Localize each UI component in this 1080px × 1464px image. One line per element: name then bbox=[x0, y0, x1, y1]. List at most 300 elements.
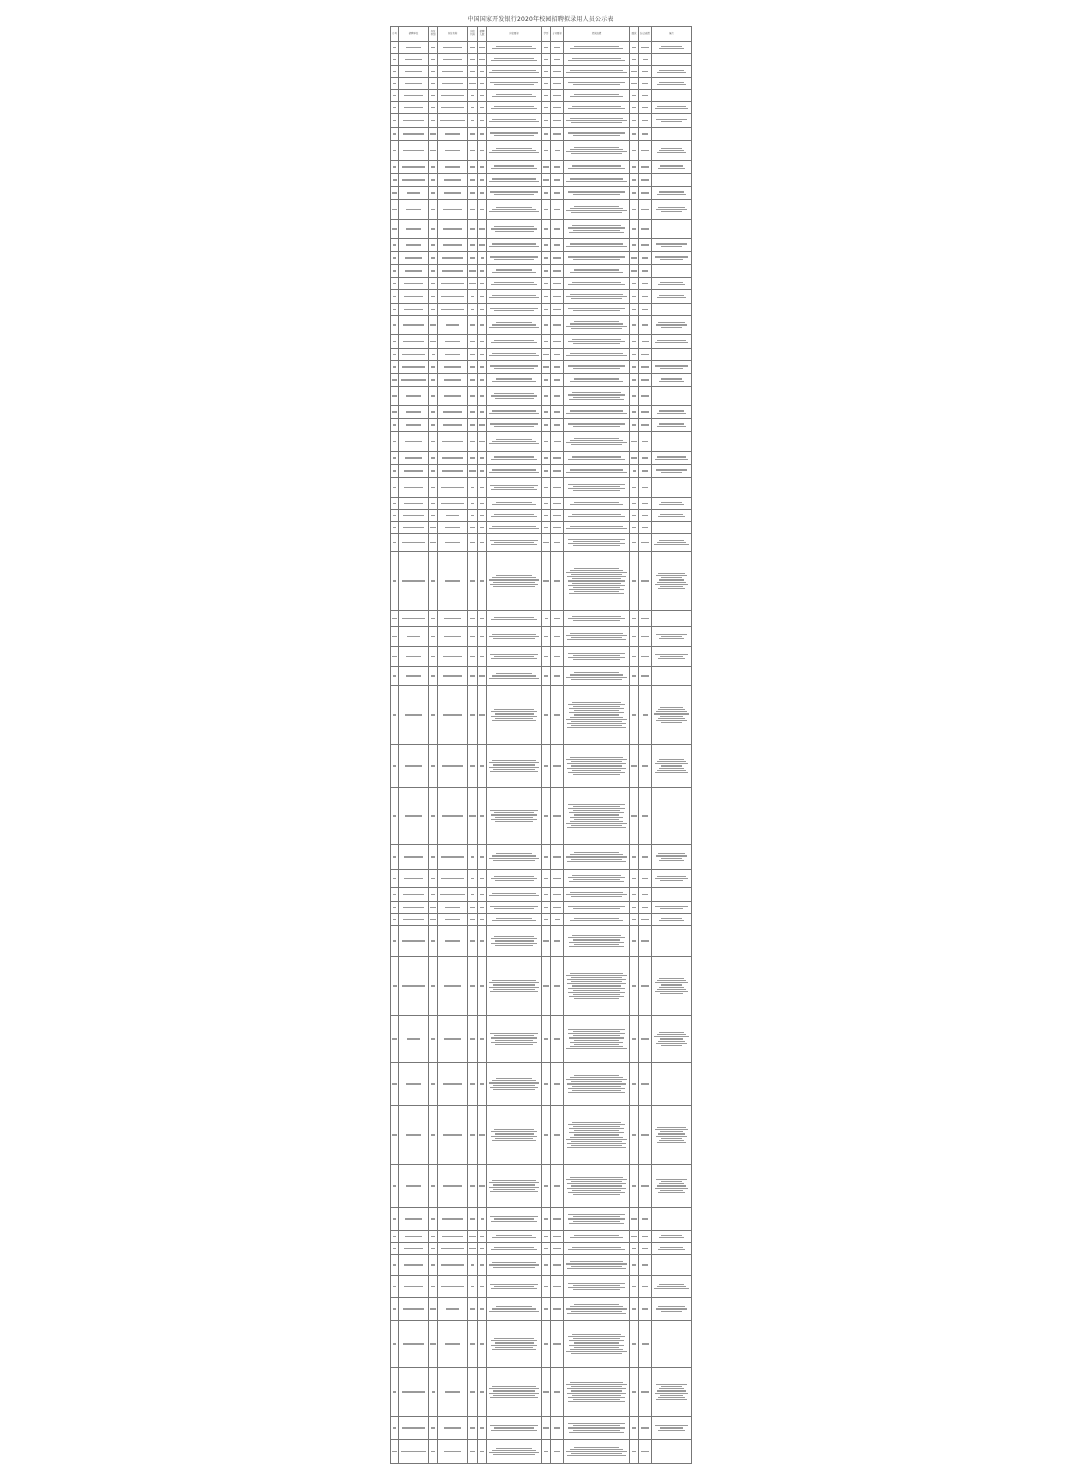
text-stroke bbox=[570, 149, 622, 150]
text-stroke bbox=[494, 908, 534, 909]
table-cell bbox=[564, 914, 630, 926]
text-stroke bbox=[572, 1086, 622, 1087]
table-cell bbox=[639, 1208, 652, 1231]
text-stroke bbox=[480, 487, 483, 488]
table-cell bbox=[399, 478, 429, 498]
table-cell bbox=[542, 788, 551, 845]
text-stroke bbox=[568, 657, 624, 658]
text-stroke bbox=[574, 1044, 618, 1045]
text-stroke bbox=[569, 1223, 624, 1224]
text-stroke bbox=[445, 907, 459, 908]
text-stroke bbox=[659, 1237, 683, 1238]
table-cell bbox=[468, 1276, 478, 1298]
text-stroke bbox=[443, 244, 463, 245]
text-stroke bbox=[554, 424, 561, 425]
table-cell bbox=[542, 1016, 551, 1063]
text-stroke bbox=[402, 618, 426, 619]
table-cell bbox=[639, 200, 652, 220]
table-cell bbox=[468, 278, 478, 290]
text-stroke bbox=[489, 1082, 539, 1083]
table-cell bbox=[487, 265, 542, 278]
table-cell bbox=[438, 374, 468, 387]
table-cell bbox=[630, 1368, 639, 1417]
text-stroke bbox=[480, 179, 485, 180]
text-stroke bbox=[568, 1423, 625, 1424]
table-cell bbox=[438, 239, 468, 252]
text-stroke bbox=[445, 580, 461, 581]
text-stroke bbox=[641, 1391, 648, 1392]
table-cell bbox=[399, 888, 429, 902]
text-stroke bbox=[430, 907, 435, 908]
text-stroke bbox=[632, 324, 636, 325]
text-stroke bbox=[569, 946, 623, 947]
table-cell bbox=[399, 534, 429, 552]
text-stroke bbox=[431, 424, 435, 425]
text-stroke bbox=[543, 940, 548, 941]
text-stroke bbox=[573, 310, 621, 311]
text-stroke bbox=[471, 503, 475, 504]
text-stroke bbox=[393, 985, 397, 986]
table-cell bbox=[639, 745, 652, 788]
text-stroke bbox=[431, 940, 434, 941]
table-cell bbox=[639, 611, 652, 627]
table-row bbox=[391, 316, 692, 335]
text-stroke bbox=[496, 673, 532, 674]
table-row bbox=[391, 66, 692, 78]
text-stroke bbox=[492, 150, 535, 151]
table-cell bbox=[478, 374, 487, 387]
table-cell bbox=[542, 1255, 551, 1276]
text-stroke bbox=[543, 1391, 548, 1392]
text-stroke bbox=[442, 441, 462, 442]
header-cell: 面试 bbox=[630, 27, 639, 42]
table-cell bbox=[639, 1231, 652, 1243]
table-cell bbox=[639, 534, 652, 552]
table-cell bbox=[652, 114, 692, 128]
table-cell bbox=[652, 1417, 692, 1440]
header-cell: 岗位类别 bbox=[429, 27, 438, 42]
table-cell bbox=[639, 432, 652, 452]
text-stroke bbox=[480, 542, 484, 543]
table-cell bbox=[542, 290, 551, 304]
text-stroke bbox=[573, 806, 621, 807]
text-stroke bbox=[480, 270, 483, 271]
table-cell bbox=[478, 957, 487, 1016]
text-stroke bbox=[431, 270, 435, 271]
text-stroke bbox=[570, 48, 622, 49]
table-cell bbox=[399, 510, 429, 522]
text-stroke bbox=[658, 1430, 685, 1431]
text-stroke bbox=[659, 920, 683, 921]
table-cell bbox=[438, 627, 468, 647]
text-stroke bbox=[393, 878, 396, 879]
text-stroke bbox=[569, 589, 624, 590]
text-stroke bbox=[641, 379, 649, 380]
table-cell bbox=[652, 54, 692, 66]
table-row bbox=[391, 465, 692, 478]
table-cell bbox=[652, 611, 692, 627]
text-stroke bbox=[660, 1190, 682, 1191]
table-cell bbox=[652, 1243, 692, 1255]
table-cell bbox=[429, 1276, 438, 1298]
text-stroke bbox=[442, 457, 463, 458]
table-cell bbox=[391, 1165, 399, 1208]
table-cell bbox=[468, 611, 478, 627]
table-cell bbox=[429, 42, 438, 54]
text-stroke bbox=[573, 1031, 621, 1032]
text-stroke bbox=[431, 379, 434, 380]
text-stroke bbox=[642, 324, 649, 325]
text-stroke bbox=[393, 675, 396, 676]
text-stroke bbox=[544, 150, 549, 151]
text-stroke bbox=[569, 593, 623, 594]
table-cell bbox=[551, 316, 564, 335]
table-cell bbox=[630, 627, 639, 647]
text-stroke bbox=[544, 675, 548, 676]
table-row bbox=[391, 304, 692, 316]
text-stroke bbox=[631, 270, 636, 271]
table-cell bbox=[551, 667, 564, 686]
text-stroke bbox=[494, 617, 534, 618]
text-stroke bbox=[631, 441, 636, 442]
text-stroke bbox=[570, 118, 623, 119]
table-cell bbox=[652, 78, 692, 90]
table-cell bbox=[652, 290, 692, 304]
table-cell bbox=[487, 888, 542, 902]
text-stroke bbox=[495, 1138, 533, 1139]
text-stroke bbox=[568, 1249, 625, 1250]
table-cell bbox=[468, 745, 478, 788]
table-cell bbox=[399, 349, 429, 361]
table-cell bbox=[438, 141, 468, 161]
table-row bbox=[391, 926, 692, 957]
table-cell bbox=[639, 510, 652, 522]
table-cell bbox=[478, 141, 487, 161]
table-cell bbox=[429, 432, 438, 452]
text-stroke bbox=[492, 980, 536, 981]
text-stroke bbox=[632, 580, 636, 581]
text-stroke bbox=[544, 71, 548, 72]
text-stroke bbox=[641, 919, 648, 920]
text-stroke bbox=[570, 410, 623, 411]
text-stroke bbox=[568, 394, 625, 395]
table-cell bbox=[438, 1106, 468, 1165]
table-cell bbox=[391, 902, 399, 914]
text-stroke bbox=[404, 95, 423, 96]
table-cell bbox=[551, 510, 564, 522]
table-cell bbox=[564, 1106, 630, 1165]
table-cell bbox=[551, 522, 564, 534]
table-cell bbox=[652, 316, 692, 335]
table-cell bbox=[399, 788, 429, 845]
text-stroke bbox=[567, 1083, 626, 1084]
table-cell bbox=[652, 335, 692, 349]
text-stroke bbox=[553, 765, 560, 766]
table-cell bbox=[468, 349, 478, 361]
header-cell: 招聘单位 bbox=[399, 27, 429, 42]
text-stroke bbox=[659, 150, 683, 151]
table-row bbox=[391, 42, 692, 54]
table-cell bbox=[478, 161, 487, 174]
table-row bbox=[391, 432, 692, 452]
table-cell bbox=[429, 1417, 438, 1440]
table-cell bbox=[542, 239, 551, 252]
table-cell bbox=[652, 66, 692, 78]
text-stroke bbox=[568, 308, 625, 309]
table-cell bbox=[630, 66, 639, 78]
table-cell bbox=[478, 78, 487, 90]
table-cell bbox=[639, 304, 652, 316]
table-cell bbox=[551, 78, 564, 90]
table-cell bbox=[542, 1231, 551, 1243]
text-stroke bbox=[431, 765, 435, 766]
text-stroke bbox=[492, 504, 535, 505]
table-cell bbox=[468, 220, 478, 239]
table-cell bbox=[564, 788, 630, 845]
table-cell bbox=[564, 200, 630, 220]
text-stroke bbox=[573, 994, 620, 995]
text-stroke bbox=[553, 457, 560, 458]
text-stroke bbox=[656, 324, 688, 325]
text-stroke bbox=[544, 1038, 547, 1039]
text-stroke bbox=[572, 392, 621, 393]
table-cell bbox=[478, 1368, 487, 1417]
text-stroke bbox=[632, 166, 636, 167]
text-stroke bbox=[393, 150, 397, 151]
text-stroke bbox=[405, 441, 421, 442]
text-stroke bbox=[572, 106, 621, 107]
header-cell: 岗位名称 bbox=[438, 27, 468, 42]
text-stroke bbox=[405, 71, 422, 72]
text-stroke bbox=[632, 228, 637, 229]
text-stroke bbox=[492, 1180, 536, 1181]
text-stroke bbox=[655, 342, 689, 343]
text-stroke bbox=[571, 721, 623, 722]
table-cell bbox=[542, 1321, 551, 1368]
text-stroke bbox=[655, 763, 687, 764]
text-stroke bbox=[641, 150, 648, 151]
text-stroke bbox=[641, 228, 650, 229]
text-stroke bbox=[641, 411, 650, 412]
text-stroke bbox=[569, 1132, 623, 1133]
table-cell bbox=[487, 647, 542, 667]
table-cell bbox=[487, 957, 542, 1016]
table-cell bbox=[564, 745, 630, 788]
table-cell bbox=[399, 1298, 429, 1321]
table-cell bbox=[399, 406, 429, 419]
table-cell bbox=[551, 220, 564, 239]
text-stroke bbox=[431, 107, 436, 108]
text-stroke bbox=[489, 472, 539, 473]
text-stroke bbox=[470, 179, 475, 180]
text-stroke bbox=[471, 515, 475, 516]
table-cell bbox=[438, 78, 468, 90]
table-cell bbox=[438, 432, 468, 452]
text-stroke bbox=[572, 616, 621, 617]
text-stroke bbox=[574, 1075, 618, 1076]
table-cell bbox=[429, 1165, 438, 1208]
text-stroke bbox=[443, 59, 463, 60]
text-stroke bbox=[642, 815, 648, 816]
table-cell bbox=[630, 304, 639, 316]
table-cell bbox=[429, 1016, 438, 1063]
table-cell bbox=[438, 316, 468, 335]
text-stroke bbox=[393, 133, 397, 134]
text-stroke bbox=[489, 987, 538, 988]
text-stroke bbox=[554, 656, 560, 657]
text-stroke bbox=[657, 106, 687, 107]
table-cell bbox=[468, 174, 478, 187]
text-stroke bbox=[445, 919, 460, 920]
table-row bbox=[391, 161, 692, 174]
table-cell bbox=[429, 304, 438, 316]
table-cell bbox=[478, 452, 487, 465]
table-cell bbox=[478, 686, 487, 745]
table-cell bbox=[478, 745, 487, 788]
text-stroke bbox=[660, 880, 683, 881]
text-stroke bbox=[441, 283, 463, 284]
text-stroke bbox=[489, 1452, 539, 1453]
text-stroke bbox=[568, 937, 625, 938]
text-stroke bbox=[658, 516, 684, 517]
text-stroke bbox=[544, 341, 549, 342]
text-stroke bbox=[569, 1432, 624, 1433]
text-stroke bbox=[490, 771, 538, 772]
text-stroke bbox=[492, 96, 535, 97]
text-stroke bbox=[659, 768, 685, 769]
text-stroke bbox=[492, 720, 537, 721]
table-cell bbox=[564, 128, 630, 141]
text-stroke bbox=[479, 1185, 484, 1186]
table-cell bbox=[551, 1417, 564, 1440]
table-cell bbox=[468, 1063, 478, 1106]
text-stroke bbox=[567, 727, 626, 728]
text-stroke bbox=[554, 636, 560, 637]
table-cell bbox=[630, 1440, 639, 1464]
table-cell bbox=[551, 239, 564, 252]
table-row bbox=[391, 498, 692, 510]
table-cell bbox=[391, 1368, 399, 1417]
text-stroke bbox=[573, 545, 620, 546]
text-stroke bbox=[393, 1248, 396, 1249]
text-stroke bbox=[492, 526, 536, 527]
table-cell bbox=[564, 265, 630, 278]
table-cell bbox=[391, 1106, 399, 1165]
table-cell bbox=[564, 316, 630, 335]
text-stroke bbox=[655, 906, 688, 907]
text-stroke bbox=[480, 765, 483, 766]
text-stroke bbox=[431, 209, 435, 210]
text-stroke bbox=[445, 150, 460, 151]
table-row bbox=[391, 647, 692, 667]
text-stroke bbox=[480, 309, 484, 310]
text-stroke bbox=[544, 470, 548, 471]
text-stroke bbox=[470, 257, 476, 258]
text-stroke bbox=[444, 395, 462, 396]
table-cell bbox=[399, 845, 429, 870]
text-stroke bbox=[660, 908, 683, 909]
text-stroke bbox=[574, 568, 618, 569]
text-stroke bbox=[568, 488, 624, 489]
text-stroke bbox=[568, 256, 625, 257]
table-row bbox=[391, 141, 692, 161]
table-cell bbox=[438, 335, 468, 349]
table-cell bbox=[487, 1243, 542, 1255]
text-stroke bbox=[660, 1395, 682, 1396]
table-cell bbox=[399, 902, 429, 914]
table-cell bbox=[487, 902, 542, 914]
table-cell bbox=[630, 161, 639, 174]
text-stroke bbox=[442, 1218, 463, 1219]
text-stroke bbox=[632, 985, 636, 986]
table-cell bbox=[468, 465, 478, 478]
text-stroke bbox=[442, 270, 463, 271]
text-stroke bbox=[570, 1382, 623, 1383]
text-stroke bbox=[431, 244, 435, 245]
document-title: 中国国家开发银行2020年校园招聘拟录用人员公示表 bbox=[467, 16, 614, 23]
text-stroke bbox=[393, 542, 397, 543]
table-cell bbox=[652, 534, 692, 552]
text-stroke bbox=[574, 1342, 620, 1343]
table-cell bbox=[542, 200, 551, 220]
text-stroke bbox=[574, 1130, 620, 1131]
text-stroke bbox=[656, 1308, 688, 1309]
text-stroke bbox=[568, 1192, 625, 1193]
table-cell bbox=[399, 304, 429, 316]
text-stroke bbox=[554, 395, 560, 396]
text-stroke bbox=[445, 166, 461, 167]
text-stroke bbox=[553, 487, 561, 488]
text-stroke bbox=[569, 1345, 623, 1346]
table-cell bbox=[399, 1063, 429, 1106]
text-stroke bbox=[404, 856, 423, 857]
text-stroke bbox=[658, 322, 686, 323]
text-stroke bbox=[543, 354, 548, 355]
text-stroke bbox=[431, 309, 436, 310]
text-stroke bbox=[471, 296, 475, 297]
text-stroke bbox=[493, 764, 536, 765]
text-stroke bbox=[403, 515, 424, 516]
text-stroke bbox=[406, 228, 421, 229]
text-stroke bbox=[490, 584, 539, 585]
table-cell bbox=[551, 957, 564, 1016]
text-stroke bbox=[470, 341, 474, 342]
text-stroke bbox=[544, 244, 548, 245]
table-cell bbox=[429, 278, 438, 290]
table-row bbox=[391, 90, 692, 102]
table-cell bbox=[639, 387, 652, 406]
text-stroke bbox=[491, 711, 538, 712]
text-stroke bbox=[658, 709, 684, 710]
text-stroke bbox=[553, 1264, 561, 1265]
table-cell bbox=[564, 387, 630, 406]
table-cell bbox=[551, 914, 564, 926]
text-stroke bbox=[554, 675, 561, 676]
table-cell bbox=[478, 902, 487, 914]
text-stroke bbox=[470, 192, 475, 193]
text-stroke bbox=[480, 395, 485, 396]
text-stroke bbox=[494, 876, 534, 877]
table-cell bbox=[429, 1231, 438, 1243]
text-stroke bbox=[443, 1134, 462, 1135]
text-stroke bbox=[495, 880, 534, 881]
table-cell bbox=[468, 432, 478, 452]
text-stroke bbox=[574, 321, 618, 322]
table-cell bbox=[468, 141, 478, 161]
text-stroke bbox=[443, 1083, 461, 1084]
table-cell bbox=[399, 647, 429, 667]
text-stroke bbox=[657, 413, 685, 414]
